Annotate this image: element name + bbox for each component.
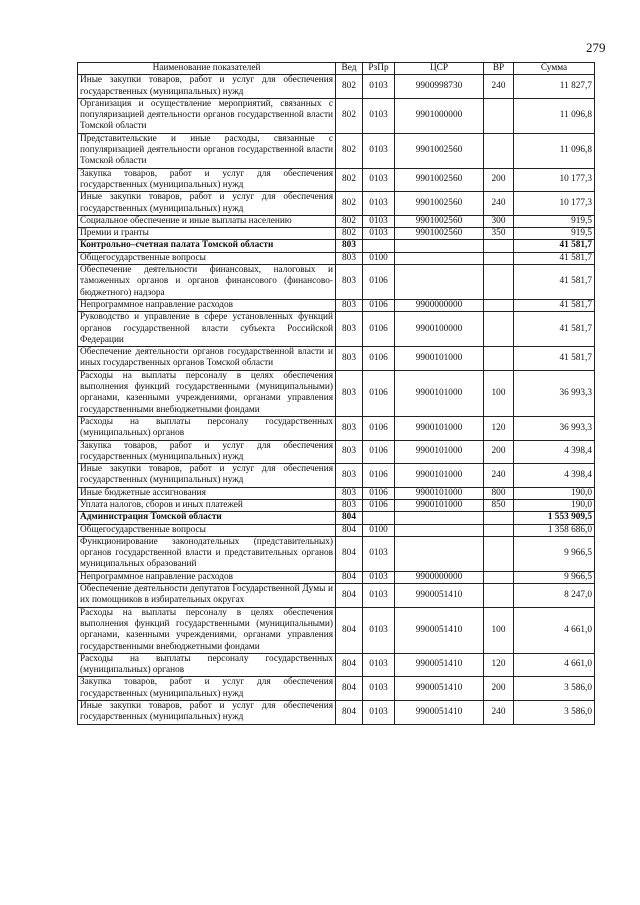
cell-csr: [395, 512, 484, 524]
cell-ved: 804: [336, 653, 363, 677]
cell-ved: 803: [336, 252, 363, 264]
cell-csr: 9900000000: [395, 571, 484, 583]
cell-sum: 4 398,4: [514, 440, 595, 464]
table-row: [78, 98, 595, 133]
cell-name: Обеспечение деятельности депутатов Государственной Думы и их помощников в избирательных округах: [78, 584, 336, 608]
cell-name: Представительские и иные расходы, связанные с популяризацией деятельности органов государственной власти Томской области: [78, 133, 336, 168]
cell-ved: 803: [336, 240, 363, 252]
cell-rzpr: 0106: [363, 416, 395, 440]
cell-csr: 9900101000: [395, 499, 484, 511]
table-row: [78, 133, 595, 168]
table-row: [78, 370, 595, 416]
cell-rzpr: 0103: [363, 584, 395, 608]
cell-rzpr: 0103: [363, 215, 395, 227]
cell-name: Расходы на выплаты персоналу государственных (муниципальных) органов: [78, 416, 336, 440]
cell-sum: 11 096,8: [514, 133, 595, 168]
cell-rzpr: 0106: [363, 440, 395, 464]
cell-sum: 11 096,8: [514, 98, 595, 133]
cell-rzpr: 0103: [363, 228, 395, 240]
cell-rzpr: [363, 512, 395, 524]
header-name: Наименование показателей: [78, 63, 336, 75]
page-number: 279: [586, 40, 606, 55]
table-row: [78, 240, 595, 252]
header-sum: Сумма: [514, 63, 595, 75]
cell-sum: 41 581,7: [514, 312, 595, 347]
cell-ved: 802: [336, 192, 363, 216]
cell-rzpr: 0106: [363, 464, 395, 488]
cell-rzpr: 0103: [363, 653, 395, 677]
cell-sum: 1 358 686,0: [514, 524, 595, 536]
cell-name: Функционирование законодательных (представительных) органов государственной власти и представительных органов муниципальных образований: [78, 536, 336, 571]
cell-name: Иные закупки товаров, работ и услуг для обеспечения государственных (муниципальных) нужд: [78, 75, 336, 99]
cell-rzpr: 0103: [363, 701, 395, 725]
cell-name: Организация и осуществление мероприятий, связанных с популяризацией деятельности органов государственной власти Томской области: [78, 98, 336, 133]
cell-csr: 9901002560: [395, 192, 484, 216]
cell-csr: [395, 524, 484, 536]
cell-name: Социальное обеспечение и иные выплаты населению: [78, 215, 336, 227]
cell-name: Уплата налогов, сборов и иных платежей: [78, 499, 336, 511]
cell-vr: [484, 512, 514, 524]
cell-vr: [484, 536, 514, 571]
table-row: [78, 571, 595, 583]
cell-name: Иные бюджетные ассигнования: [78, 487, 336, 499]
cell-vr: [484, 347, 514, 371]
header-rzpr: РзПр: [363, 63, 395, 75]
cell-sum: 36 993,3: [514, 370, 595, 416]
table-row: [78, 487, 595, 499]
cell-sum: 11 827,7: [514, 75, 595, 99]
cell-sum: 1 553 909,5: [514, 512, 595, 524]
cell-vr: [484, 584, 514, 608]
cell-csr: 9901002560: [395, 168, 484, 192]
cell-vr: [484, 524, 514, 536]
cell-sum: 36 993,3: [514, 416, 595, 440]
table-row: [78, 524, 595, 536]
cell-sum: 919,5: [514, 228, 595, 240]
cell-vr: 240: [484, 192, 514, 216]
cell-rzpr: [363, 240, 395, 252]
table-row: [78, 75, 595, 99]
cell-vr: 200: [484, 168, 514, 192]
cell-sum: 3 586,0: [514, 677, 595, 701]
cell-csr: 9900101000: [395, 487, 484, 499]
cell-csr: 9900101000: [395, 347, 484, 371]
cell-sum: 3 586,0: [514, 701, 595, 725]
cell-name: Обеспечение деятельности органов государственной власти и иных государственных органов Томской области: [78, 347, 336, 371]
cell-ved: 804: [336, 584, 363, 608]
cell-name: Закупка товаров, работ и услуг для обеспечения государственных (муниципальных) нужд: [78, 677, 336, 701]
cell-sum: 41 581,7: [514, 265, 595, 300]
cell-name: Иные закупки товаров, работ и услуг для обеспечения государственных (муниципальных) нужд: [78, 701, 336, 725]
cell-sum: 41 581,7: [514, 240, 595, 252]
cell-name: Расходы на выплаты персоналу в целях обеспечения выполнения функций государственными (муниципальными) органами, казенными учреждениями, органами управления государственными внебюджетными фондами: [78, 370, 336, 416]
cell-name: Закупка товаров, работ и услуг для обеспечения государственных (муниципальных) нужд: [78, 168, 336, 192]
cell-ved: 803: [336, 265, 363, 300]
cell-vr: [484, 240, 514, 252]
cell-rzpr: 0106: [363, 499, 395, 511]
table-row: [78, 312, 595, 347]
cell-sum: 8 247,0: [514, 584, 595, 608]
cell-vr: [484, 252, 514, 264]
cell-csr: 9900101000: [395, 370, 484, 416]
cell-rzpr: 0103: [363, 98, 395, 133]
table-row: [78, 512, 595, 524]
cell-ved: 803: [336, 312, 363, 347]
cell-vr: 200: [484, 677, 514, 701]
cell-rzpr: 0106: [363, 265, 395, 300]
table-row: [78, 499, 595, 511]
cell-name: Общегосударственные вопросы: [78, 524, 336, 536]
table-header-row: [78, 63, 595, 75]
cell-sum: 9 966,5: [514, 536, 595, 571]
header-csr: ЦСР: [395, 63, 484, 75]
cell-sum: 4 398,4: [514, 464, 595, 488]
cell-vr: 120: [484, 653, 514, 677]
cell-csr: 9900051410: [395, 677, 484, 701]
table-row: [78, 701, 595, 725]
cell-vr: 200: [484, 440, 514, 464]
cell-ved: 802: [336, 168, 363, 192]
cell-ved: 804: [336, 701, 363, 725]
cell-sum: 41 581,7: [514, 252, 595, 264]
cell-csr: 9901002560: [395, 133, 484, 168]
table-row: [78, 653, 595, 677]
cell-ved: 804: [336, 677, 363, 701]
cell-ved: 802: [336, 98, 363, 133]
cell-vr: [484, 265, 514, 300]
cell-rzpr: 0106: [363, 312, 395, 347]
cell-rzpr: 0103: [363, 677, 395, 701]
cell-sum: 4 661,0: [514, 607, 595, 653]
cell-sum: 41 581,7: [514, 347, 595, 371]
cell-rzpr: 0100: [363, 524, 395, 536]
cell-csr: 9900998730: [395, 75, 484, 99]
cell-name: Администрация Томской области: [78, 512, 336, 524]
cell-vr: 240: [484, 75, 514, 99]
cell-ved: 804: [336, 571, 363, 583]
cell-sum: 41 581,7: [514, 299, 595, 311]
cell-name: Руководство и управление в сфере установленных функций органов государственной власти субъекта Российской Федерации: [78, 312, 336, 347]
cell-rzpr: 0100: [363, 252, 395, 264]
cell-csr: [395, 252, 484, 264]
cell-csr: 9901002560: [395, 215, 484, 227]
cell-rzpr: 0103: [363, 536, 395, 571]
cell-ved: 802: [336, 228, 363, 240]
cell-sum: 9 966,5: [514, 571, 595, 583]
cell-ved: 802: [336, 215, 363, 227]
cell-rzpr: 0103: [363, 607, 395, 653]
cell-csr: 9900051410: [395, 701, 484, 725]
cell-vr: [484, 133, 514, 168]
cell-rzpr: 0103: [363, 192, 395, 216]
cell-name: Непрограммное направление расходов: [78, 571, 336, 583]
cell-csr: 9901002560: [395, 228, 484, 240]
cell-csr: 9901000000: [395, 98, 484, 133]
cell-csr: 9900100000: [395, 312, 484, 347]
cell-name: Обеспечение деятельности финансовых, налоговых и таможенных органов и органов финансового (финансово-бюджетного) надзора: [78, 265, 336, 300]
cell-csr: 9900051410: [395, 607, 484, 653]
cell-sum: 190,0: [514, 499, 595, 511]
table-row: [78, 168, 595, 192]
cell-ved: 802: [336, 133, 363, 168]
cell-vr: [484, 571, 514, 583]
cell-ved: 803: [336, 299, 363, 311]
cell-vr: 120: [484, 416, 514, 440]
cell-rzpr: 0106: [363, 347, 395, 371]
cell-rzpr: 0103: [363, 133, 395, 168]
cell-rzpr: 0103: [363, 75, 395, 99]
cell-name: Расходы на выплаты персоналу в целях обеспечения выполнения функций государственными (муниципальными) органами, казенными учреждениями, органами управления государственными внебюджетными фондами: [78, 607, 336, 653]
cell-name: Контрольно–счетная палата Томской области: [78, 240, 336, 252]
table-row: [78, 536, 595, 571]
table-row: [78, 265, 595, 300]
cell-vr: 350: [484, 228, 514, 240]
cell-rzpr: 0106: [363, 299, 395, 311]
cell-vr: 100: [484, 370, 514, 416]
table-row: [78, 228, 595, 240]
table-row: [78, 584, 595, 608]
cell-name: Премии и гранты: [78, 228, 336, 240]
cell-ved: 802: [336, 75, 363, 99]
cell-rzpr: 0106: [363, 487, 395, 499]
cell-vr: [484, 312, 514, 347]
cell-vr: 850: [484, 499, 514, 511]
cell-sum: 919,5: [514, 215, 595, 227]
cell-csr: 9900101000: [395, 464, 484, 488]
cell-ved: 803: [336, 370, 363, 416]
cell-vr: 800: [484, 487, 514, 499]
cell-ved: 804: [336, 536, 363, 571]
cell-sum: 190,0: [514, 487, 595, 499]
cell-ved: 804: [336, 512, 363, 524]
table-row: [78, 299, 595, 311]
cell-vr: [484, 98, 514, 133]
cell-name: Иные закупки товаров, работ и услуг для обеспечения государственных (муниципальных) нужд: [78, 192, 336, 216]
cell-rzpr: 0103: [363, 168, 395, 192]
cell-vr: 240: [484, 464, 514, 488]
cell-ved: 803: [336, 499, 363, 511]
table-row: [78, 347, 595, 371]
table-row: [78, 192, 595, 216]
cell-vr: 300: [484, 215, 514, 227]
cell-name: Общегосударственные вопросы: [78, 252, 336, 264]
cell-ved: 803: [336, 487, 363, 499]
cell-name: Расходы на выплаты персоналу государственных (муниципальных) органов: [78, 653, 336, 677]
cell-vr: 240: [484, 701, 514, 725]
table-row: [78, 215, 595, 227]
cell-ved: 804: [336, 524, 363, 536]
cell-csr: 9900101000: [395, 416, 484, 440]
budget-table: [77, 62, 595, 725]
cell-ved: 803: [336, 464, 363, 488]
cell-csr: 9900051410: [395, 584, 484, 608]
cell-ved: 803: [336, 347, 363, 371]
table-row: [78, 607, 595, 653]
cell-csr: 9900051410: [395, 653, 484, 677]
table-row: [78, 440, 595, 464]
table-row: [78, 677, 595, 701]
cell-rzpr: 0103: [363, 571, 395, 583]
cell-sum: 10 177,3: [514, 168, 595, 192]
cell-csr: [395, 240, 484, 252]
table-row: [78, 416, 595, 440]
cell-sum: 10 177,3: [514, 192, 595, 216]
cell-rzpr: 0106: [363, 370, 395, 416]
cell-ved: 803: [336, 416, 363, 440]
cell-ved: 804: [336, 607, 363, 653]
cell-csr: 9900000000: [395, 299, 484, 311]
cell-ved: 803: [336, 440, 363, 464]
cell-vr: 100: [484, 607, 514, 653]
cell-name: Непрограммное направление расходов: [78, 299, 336, 311]
cell-vr: [484, 299, 514, 311]
cell-name: Закупка товаров, работ и услуг для обеспечения государственных (муниципальных) нужд: [78, 440, 336, 464]
cell-csr: [395, 265, 484, 300]
table-row: [78, 464, 595, 488]
table-row: [78, 252, 595, 264]
header-vr: ВР: [484, 63, 514, 75]
cell-csr: [395, 536, 484, 571]
cell-name: Иные закупки товаров, работ и услуг для обеспечения государственных (муниципальных) нужд: [78, 464, 336, 488]
header-ved: Вед: [336, 63, 363, 75]
cell-sum: 4 661,0: [514, 653, 595, 677]
cell-csr: 9900101000: [395, 440, 484, 464]
